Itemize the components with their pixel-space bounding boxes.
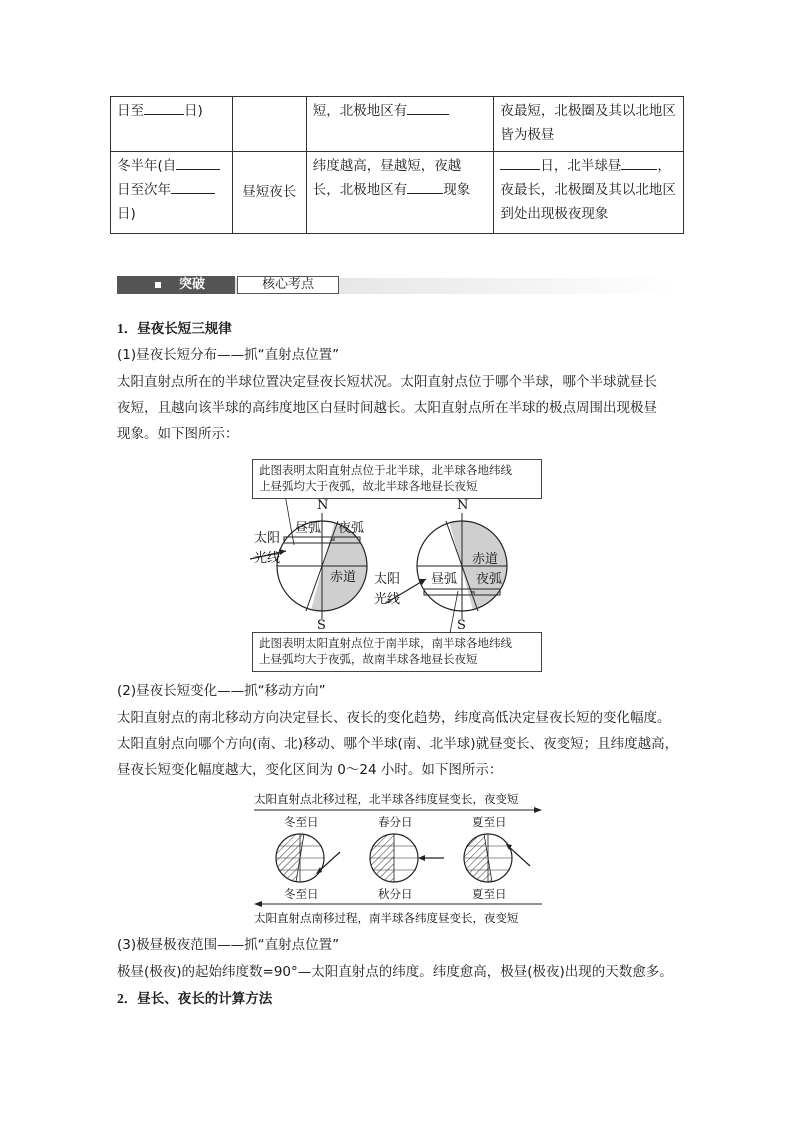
- callout-pointer: [284, 499, 294, 545]
- day-arc-label: 昼弧: [431, 572, 458, 587]
- arrowhead-icon: [316, 867, 322, 874]
- cell-text: 短，北极地区有: [312, 103, 408, 119]
- sun-label: 太阳: [254, 531, 281, 546]
- north-label: N: [317, 499, 329, 513]
- subheading: (3)极昼极夜范围——抓“直射点位置”: [117, 937, 340, 953]
- day-arc-bracket: [284, 537, 332, 541]
- solstice-label: 夏至日: [472, 815, 507, 829]
- section-heading: 1．昼夜长短三规律: [117, 321, 232, 336]
- cell-text: 日至次年: [117, 182, 171, 198]
- sun-label: 光线: [374, 592, 401, 607]
- subheading: (2)昼夜长短变化——抓“移动方向”: [117, 683, 326, 699]
- table-cell: [306, 152, 494, 234]
- callout-line: 上昼弧均大于夜弧，故北半球各地昼长夜短: [259, 479, 478, 493]
- table-cell: [232, 97, 306, 152]
- night-arc-label: 夜弧: [338, 521, 365, 536]
- callout-line: 此图表明太阳直射点位于南半球，南半球各地纬线: [259, 636, 512, 650]
- cell-text: 日，北半球昼: [540, 158, 622, 174]
- north-move-caption: 太阳直射点北移过程，北半球各纬度昼变长，夜变短: [254, 792, 519, 806]
- callout-line: 上昼弧均大于夜弧，故南半球各地昼长夜短: [259, 652, 478, 666]
- table-row: [111, 152, 684, 234]
- fill-blank[interactable]: [171, 179, 215, 194]
- table-cell: [111, 97, 233, 152]
- fill-blank[interactable]: [407, 179, 443, 194]
- callout-north: [252, 459, 542, 499]
- table-cell: [111, 152, 233, 234]
- arrowhead-icon: [418, 855, 425, 861]
- fill-blank[interactable]: [500, 155, 540, 170]
- globe-winter: [268, 830, 340, 886]
- sun-label: 太阳: [374, 572, 401, 587]
- south-move-caption: 太阳直射点南移过程，南半球各纬度昼变长，夜变短: [254, 911, 519, 925]
- day-arc-label: 昼弧: [295, 521, 322, 536]
- equinox-label: 秋分日: [378, 887, 413, 901]
- arrowhead-icon: [534, 807, 542, 813]
- banner-tag: [117, 276, 235, 294]
- south-label: S: [317, 618, 326, 633]
- solstice-label: 夏至日: [472, 887, 507, 901]
- cell-text: 日): [117, 206, 136, 222]
- table-cell: 昼短夜长: [232, 152, 306, 234]
- cell-text: 冬半年(自: [117, 158, 177, 174]
- sun-label: 光线: [254, 551, 281, 566]
- arrowhead-icon: [279, 549, 286, 555]
- equinox-label: 春分日: [378, 815, 413, 829]
- banner-tag-text: 突破: [179, 277, 206, 292]
- comparison-table: [110, 96, 684, 234]
- section-banner: [117, 276, 677, 296]
- globe-diagram-1: [240, 499, 560, 633]
- banner-title: 核心考点: [237, 276, 339, 294]
- right-globe: [374, 499, 510, 633]
- fill-blank[interactable]: [176, 155, 220, 170]
- paragraph-line: 太阳直射点的南北移动方向决定昼长、夜长的变化趋势，纬度高低决定昼夜长短的变化幅度。: [117, 710, 671, 726]
- paragraph-line: 极昼(极夜)的起始纬度数=90°—太阳直射点的纬度。纬度愈高，极昼(极夜)出现的天数愈多。: [117, 964, 673, 980]
- cell-text: 纬度越高，昼越短，夜越长，北极地区有: [312, 158, 462, 198]
- cell-text: ，: [657, 158, 671, 174]
- solstice-label: 冬至日: [284, 815, 319, 829]
- table-row: [111, 97, 684, 152]
- square-bullet-icon: [155, 282, 161, 288]
- fill-blank[interactable]: [621, 155, 657, 170]
- section-heading: 2．昼长、夜长的计算方法: [117, 991, 273, 1006]
- subheading: (1)昼夜长短分布——抓“直射点位置”: [117, 347, 340, 363]
- cell-text: 夜最长，北极圈及其以北地区到处出现极夜现象: [500, 182, 676, 222]
- fill-blank[interactable]: [407, 100, 449, 115]
- cell-text: 现象: [443, 182, 471, 198]
- cell-text: 日至: [117, 103, 144, 119]
- table-cell: 夜最短，北极圈及其以北地区皆为极昼: [494, 97, 684, 152]
- paragraph-line: 太阳直射点所在的半球位置决定昼夜长短状况。太阳直射点位于哪个半球，哪个半球就昼长: [117, 374, 657, 390]
- globe-equinox: [362, 830, 444, 886]
- equator-label: 赤道: [330, 570, 357, 585]
- paragraph-line: 现象。如下图所示：: [117, 426, 239, 442]
- day-arc-bracket: [424, 591, 472, 595]
- left-globe: [250, 499, 380, 633]
- seasonal-diagram: [248, 790, 548, 930]
- paragraph-line: 夜短，且越向该半球的高纬度地区白昼时间越长。太阳直射点所在半球的极点周围出现极昼: [117, 400, 657, 416]
- solstice-label: 冬至日: [284, 887, 319, 901]
- table-cell: [306, 97, 494, 152]
- globe-summer: [456, 830, 530, 886]
- south-label: S: [457, 618, 466, 633]
- paragraph-line: 昼夜长短变化幅度越大，变化区间为 0～24 小时。如下图所示：: [117, 762, 503, 778]
- night-arc-label: 夜弧: [476, 572, 503, 587]
- paragraph-line: 太阳直射点向哪个方向(南、北)移动、哪个半球(南、北半球)就昼变长、夜变短；且纬度越高，: [117, 736, 679, 752]
- callout-line: 此图表明太阳直射点位于北半球，北半球各地纬线: [259, 463, 512, 477]
- cell-text: 日): [184, 103, 203, 119]
- table-cell: [494, 152, 684, 234]
- arrowhead-icon: [254, 901, 262, 907]
- equator-label: 赤道: [472, 552, 499, 567]
- north-label: N: [457, 499, 469, 513]
- callout-south: [252, 632, 542, 672]
- fill-blank[interactable]: [144, 100, 184, 115]
- sunlight-arrow: [318, 852, 340, 872]
